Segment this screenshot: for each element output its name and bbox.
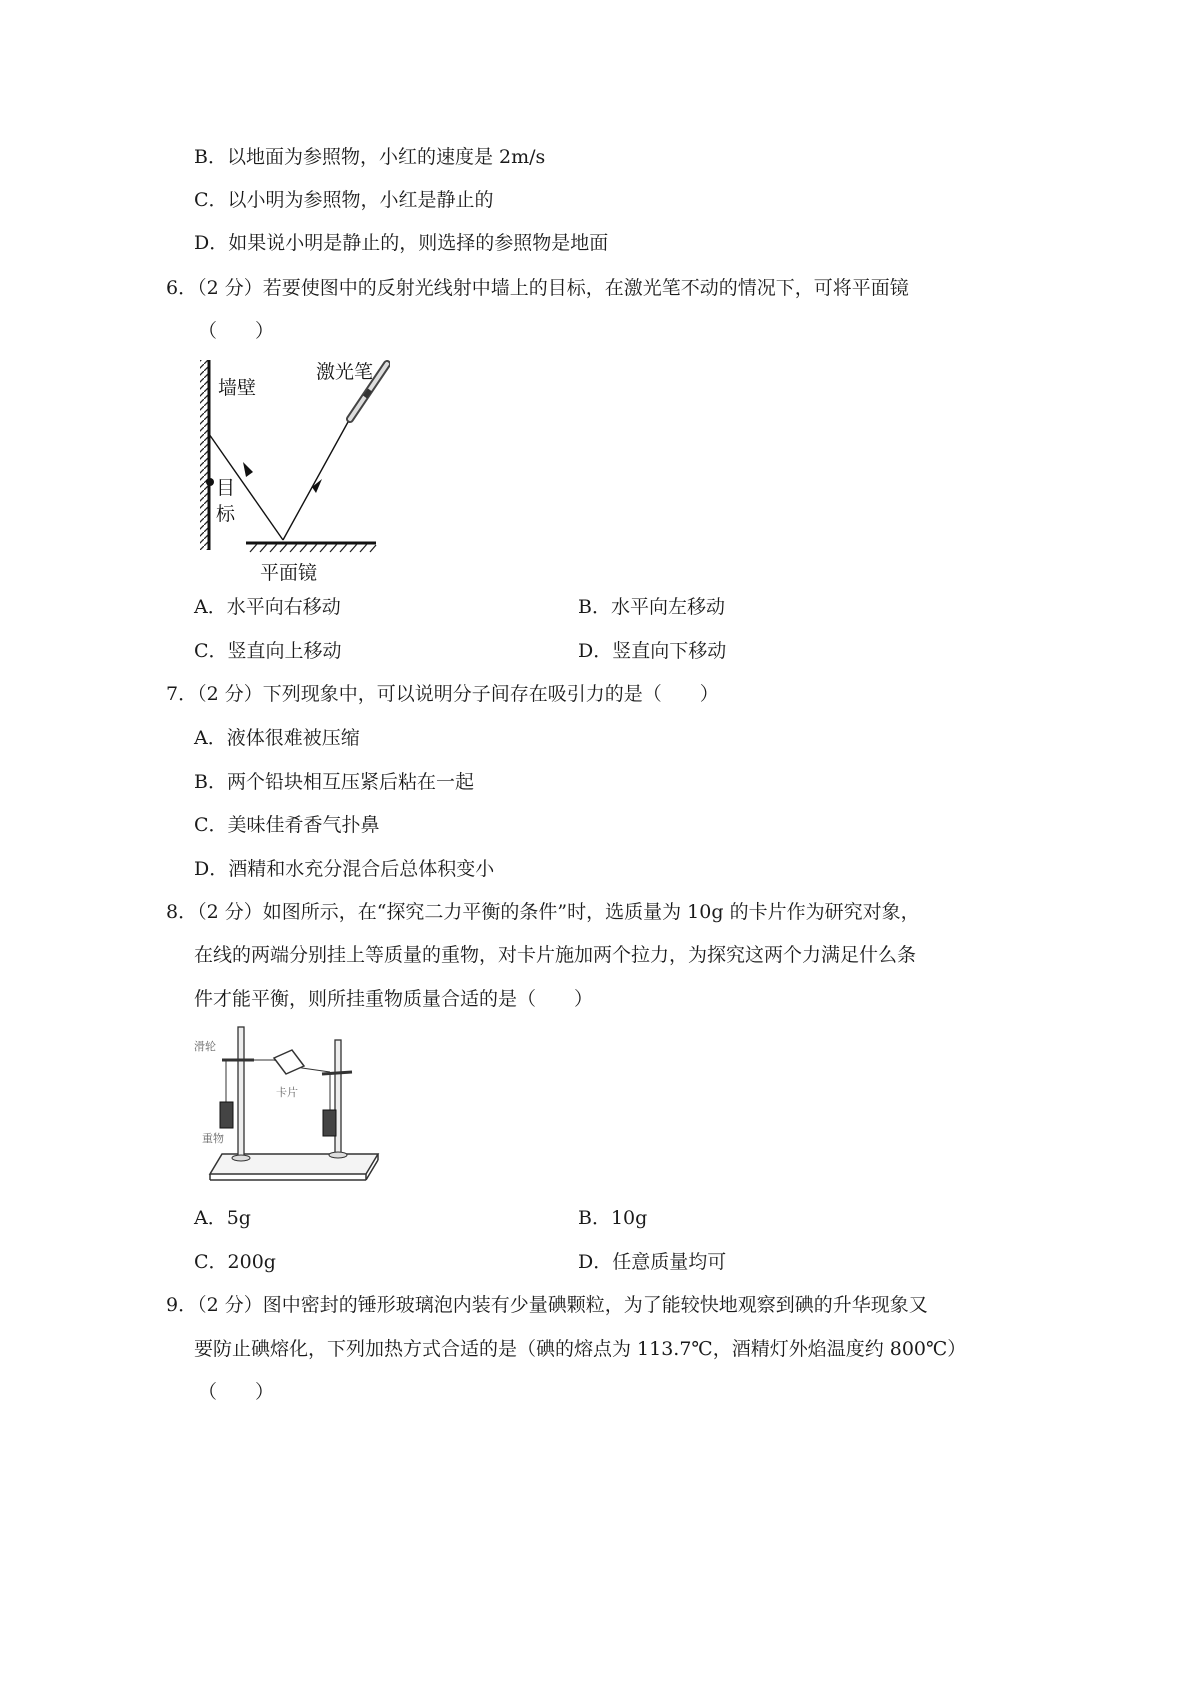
q8-stem-line-1: 8．（2 分）如图所示，在“探究二力平衡的条件”时，选质量为 10g 的卡片作为研究对象， bbox=[166, 901, 920, 923]
pulley-label: 滑轮 bbox=[194, 1040, 216, 1053]
card-label: 卡片 bbox=[276, 1086, 298, 1099]
q5-option-c: C．以小明为参照物，小红是静止的 bbox=[194, 189, 494, 211]
q5-option-d: D．如果说小明是静止的，则选择的参照物是地面 bbox=[194, 232, 609, 254]
plane-mirror-icon bbox=[246, 543, 376, 552]
q8-option-c: C．200g bbox=[194, 1251, 276, 1273]
q7-option-a: A．液体很难被压缩 bbox=[194, 727, 360, 749]
right-post-icon bbox=[329, 1040, 347, 1158]
q5-option-b: B．以地面为参照物，小红的速度是 2m/s bbox=[194, 146, 546, 168]
q8-stem-line-2: 在线的两端分别挂上等质量的重物，对卡片施加两个拉力，为探究这两个力满足什么条 bbox=[194, 944, 917, 966]
reflected-ray-arrow-icon bbox=[243, 462, 253, 477]
q7-option-b: B．两个铅块相互压紧后粘在一起 bbox=[194, 771, 474, 793]
right-pulley-arm-icon bbox=[322, 1072, 352, 1074]
q9-stem-line-1: 9．（2 分）图中密封的锤形玻璃泡内装有少量碘颗粒，为了能较快地观察到碘的升华现象又 bbox=[166, 1294, 928, 1316]
q6-option-c: C．竖直向上移动 bbox=[194, 640, 342, 662]
q6-answer-blank: （ ） bbox=[198, 320, 275, 342]
q7-option-d: D．酒精和水充分混合后总体积变小 bbox=[194, 858, 495, 880]
mirror-reflection-figure bbox=[190, 350, 390, 585]
two-force-balance-figure bbox=[192, 1022, 382, 1192]
left-weight-icon bbox=[220, 1102, 233, 1128]
laser-label: 激光笔 bbox=[316, 361, 374, 383]
wall-icon bbox=[200, 360, 209, 550]
incident-ray-arrow-icon bbox=[312, 479, 322, 493]
wall-label: 墙壁 bbox=[218, 377, 257, 399]
q7-option-c: C．美味佳肴香气扑鼻 bbox=[194, 814, 380, 836]
q8-option-a: A．5g bbox=[194, 1207, 251, 1229]
target-label-2: 标 bbox=[216, 503, 236, 525]
q6-option-d: D．竖直向下移动 bbox=[578, 640, 727, 662]
q8-stem-line-3: 件才能平衡，则所挂重物质量合适的是（ ） bbox=[194, 988, 594, 1010]
right-weight-icon bbox=[323, 1110, 336, 1136]
weight-label: 重物 bbox=[202, 1132, 224, 1145]
q6-stem: 6．（2 分）若要使图中的反射光线射中墙上的目标，在激光笔不动的情况下，可将平面镜 bbox=[166, 277, 909, 299]
q9-stem-line-2: 要防止碘熔化，下列加热方式合适的是（碘的熔点为 113.7℃，酒精灯外焰温度约 800℃） bbox=[194, 1338, 967, 1360]
q6-option-a: A．水平向右移动 bbox=[194, 596, 341, 618]
q8-option-b: B．10g bbox=[578, 1207, 648, 1229]
q9-answer-blank: （ ） bbox=[198, 1381, 275, 1403]
left-post-icon bbox=[232, 1027, 250, 1161]
target-dot-icon bbox=[206, 478, 214, 486]
incident-ray bbox=[283, 422, 348, 540]
target-label-1: 目 bbox=[216, 477, 236, 499]
q7-stem: 7．（2 分）下列现象中，可以说明分子间存在吸引力的是（ ） bbox=[166, 683, 719, 705]
q6-option-b: B．水平向左移动 bbox=[578, 596, 725, 618]
card-icon bbox=[274, 1050, 304, 1074]
q8-option-d: D．任意质量均可 bbox=[578, 1251, 727, 1273]
mirror-label: 平面镜 bbox=[260, 562, 318, 584]
